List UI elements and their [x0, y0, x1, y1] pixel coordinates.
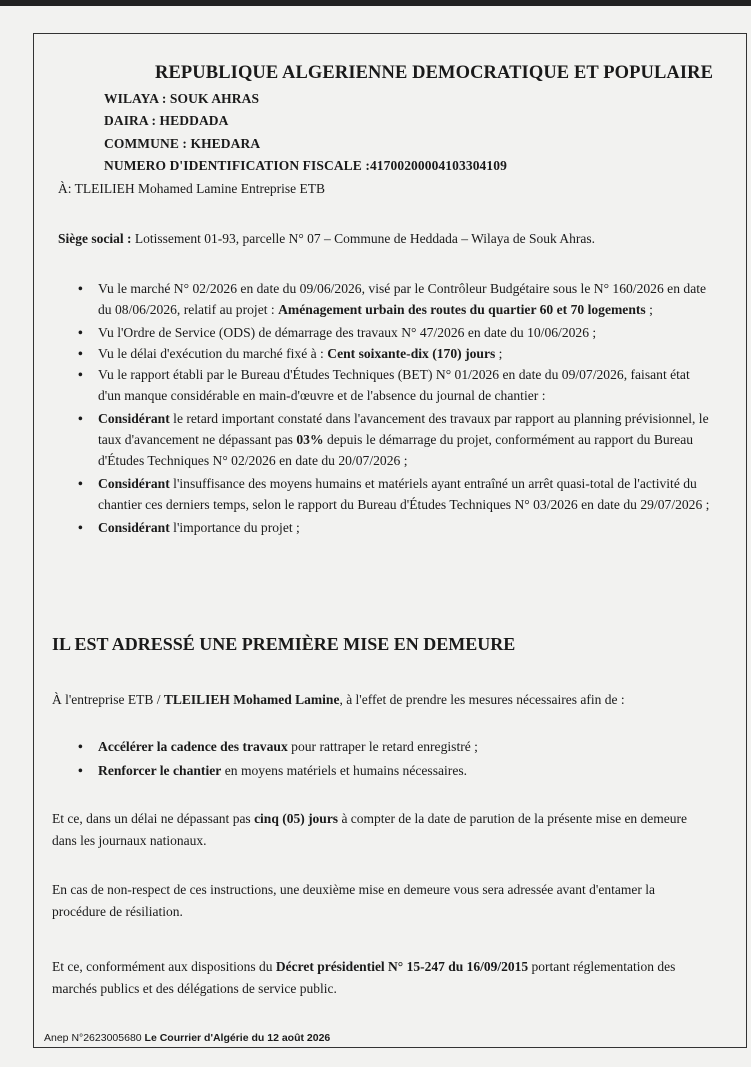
wilaya-line: WILAYA : SOUK AHRAS	[104, 91, 260, 106]
deadline-paragraph: Et ce, dans un délai ne dépassant pas cinq (05) jours à compter de la date de parution de la présente mise en demeure dans les journaux nationaux.	[52, 811, 688, 848]
notice-heading: IL EST ADRESSÉ UNE PREMIÈRE MISE EN DEMEURE	[52, 634, 516, 654]
actions-list	[74, 736, 710, 781]
siege-social	[58, 228, 595, 250]
consideration-item: • Vu l'Ordre de Service (ODS) de démarrage des travaux N° 47/2026 en date du 10/06/2026 ;	[74, 322, 710, 343]
intro-line: À l'entreprise ETB / TLEILIEH Mohamed Lamine, à l'effet de prendre les mesures nécessaires afin de :	[52, 692, 625, 707]
warning-paragraph: En cas de non-respect de ces instructions, une deuxième mise en demeure vous sera adressée avant d'entamer la procédure de résiliation.	[52, 882, 655, 919]
consideration-item: • Considérant l'insuffisance des moyens humains et matériels ayant entraîné un arrêt quasi-total de l'activité du chantier ces derniers temps, selon le rapport du Bureau d'Études Techniques N° 03/2026 en date du 29/07/2026 ;	[74, 473, 710, 515]
commune-line: COMMUNE : KHEDARA	[104, 136, 261, 151]
consideration-item: • Considérant le retard important constaté dans l'avancement des travaux par rapport au planning prévisionnel, le taux d'avancement ne dépassant pas 03% depuis le démarrage du projet, conformément au rapport du Bureau d'Études Techniques N° 02/2026 en date du 20/07/2026 ;	[74, 408, 710, 471]
consideration-item: • Considérant l'importance du projet ;	[74, 517, 710, 538]
siege-label: Siège social :	[58, 231, 132, 246]
considerations-list	[74, 278, 710, 538]
nif-line: NUMERO D'IDENTIFICATION FISCALE :41700200004103304109	[104, 158, 507, 173]
addressee-line: À: TLEILIEH Mohamed Lamine Entreprise ETB	[58, 181, 326, 196]
publication-footer: Anep N°2623005680 Le Courrier d'Algérie du 12 août 2026	[44, 1032, 331, 1044]
action-item: • Renforcer le chantier en moyens matériels et humains nécessaires.	[74, 760, 710, 781]
consideration-item: • Vu le délai d'exécution du marché fixé à : Cent soixante-dix (170) jours ;	[74, 343, 710, 364]
consideration-item: • Vu le rapport établi par le Bureau d'Études Techniques (BET) N° 01/2026 en date du 09/07/2026, faisant état d'un manque considérable en main-d'œuvre et de l'absence du journal de chantier :	[74, 364, 710, 406]
action-item: • Accélérer la cadence des travaux pour rattraper le retard enregistré ;	[74, 736, 710, 757]
legal-paragraph: Et ce, conformément aux dispositions du Décret présidentiel N° 15-247 du 16/09/2015 portant réglementation des marchés publics et des délégations de service public.	[52, 959, 676, 996]
republic-title: REPUBLIQUE ALGERIENNE DEMOCRATIQUE ET POPULAIRE	[155, 63, 714, 83]
daira-line: DAIRA : HEDDADA	[104, 113, 229, 128]
top-rule	[0, 0, 751, 6]
consideration-item: • Vu le marché N° 02/2026 en date du 09/06/2026, visé par le Contrôleur Budgétaire sous le N° 160/2026 en date du 08/06/2026, relatif au projet : Aménagement urbain des routes du quartier 60 et 70 logements ;	[74, 278, 710, 320]
siege-text: Lotissement 01-93, parcelle N° 07 – Commune de Heddada – Wilaya de Souk Ahras.	[131, 231, 596, 246]
